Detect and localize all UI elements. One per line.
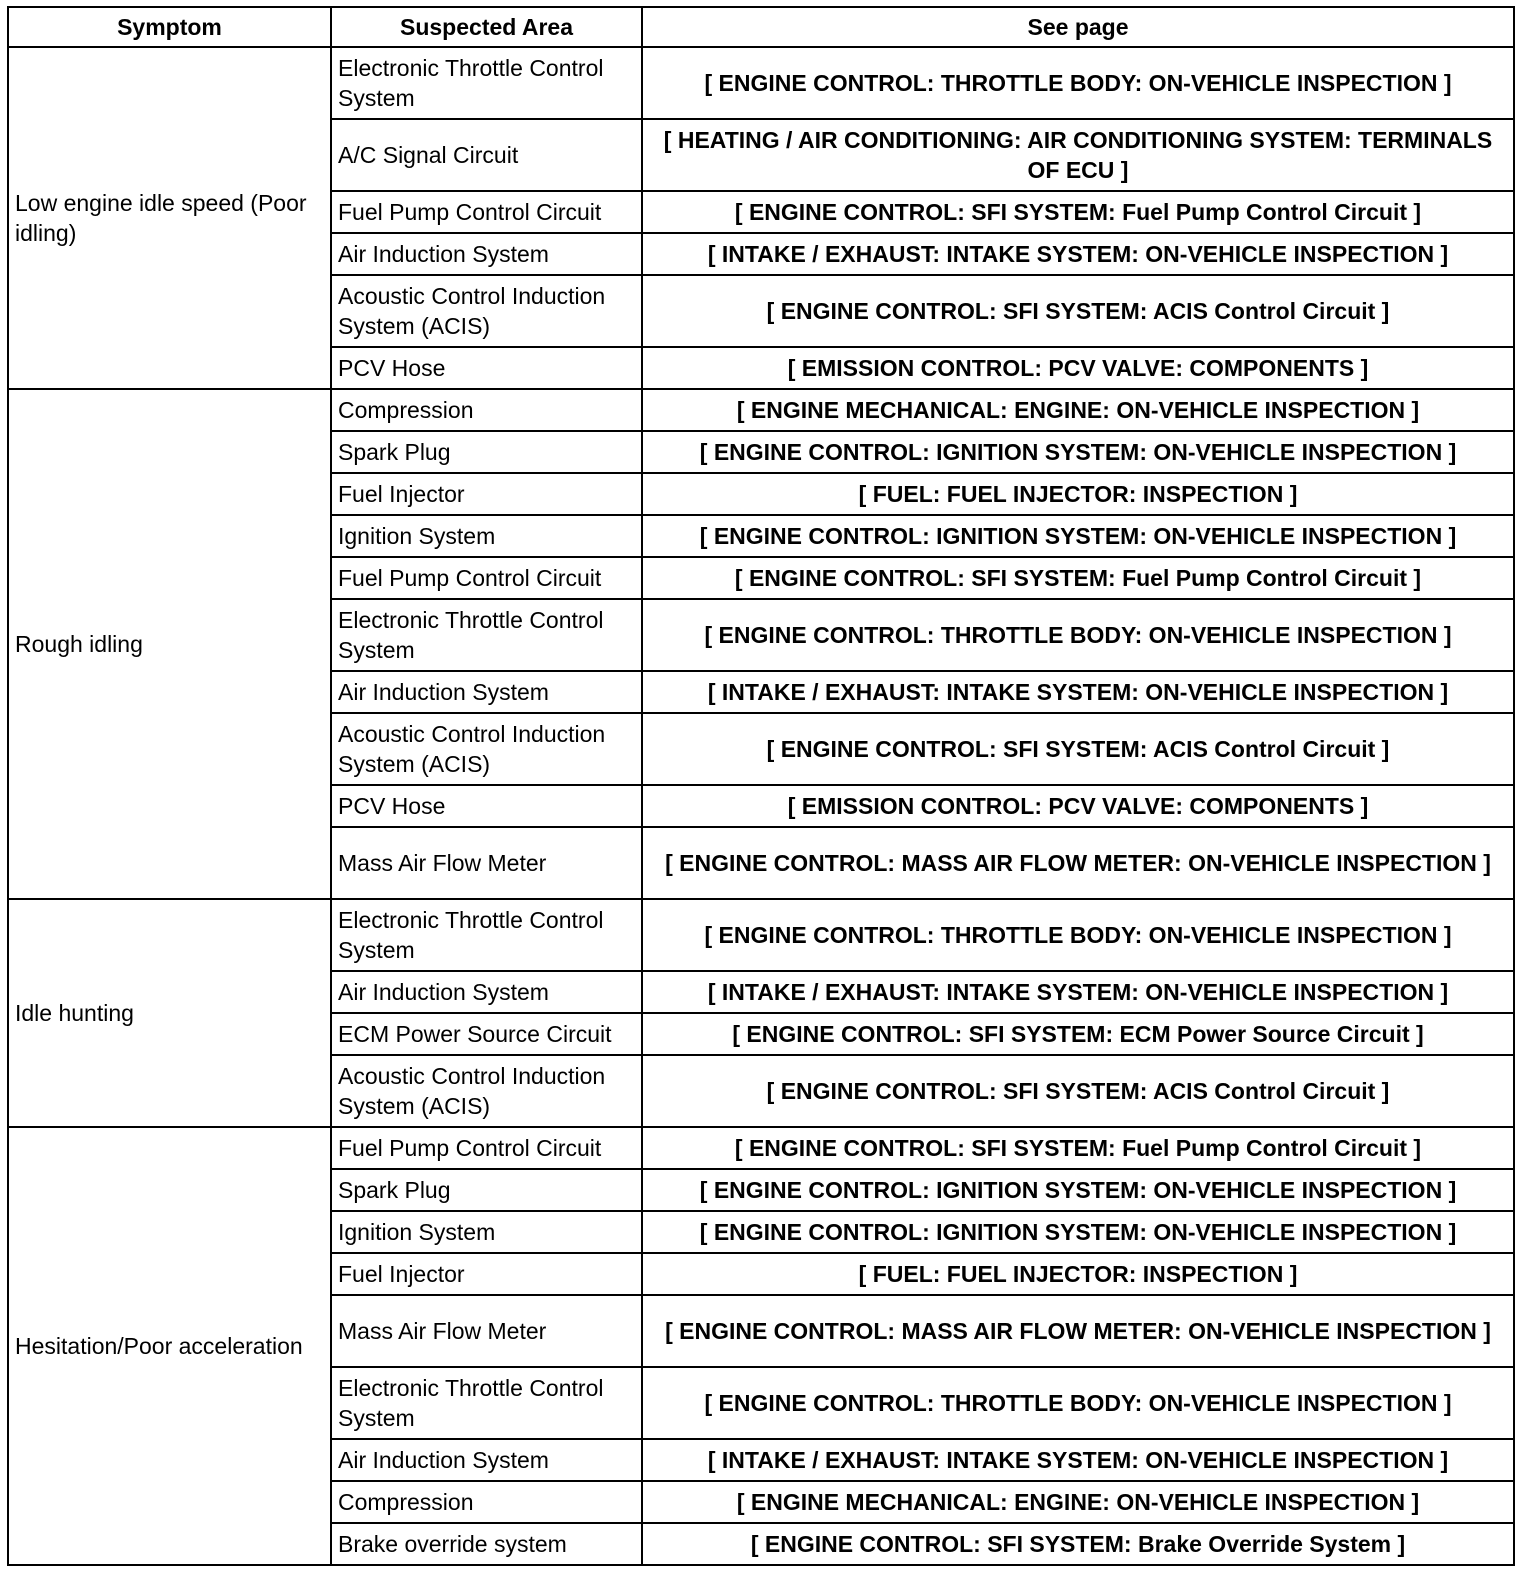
suspected-area-cell: Air Induction System <box>331 671 642 713</box>
see-page-reference[interactable]: [ ENGINE CONTROL: IGNITION SYSTEM: ON-VEHICLE INSPECTION ] <box>642 1169 1514 1211</box>
suspected-area-cell: Electronic Throttle Control System <box>331 1367 642 1439</box>
header-see-page: See page <box>642 7 1514 47</box>
suspected-area-cell: Spark Plug <box>331 431 642 473</box>
suspected-area-cell: Electronic Throttle Control System <box>331 599 642 671</box>
see-page-reference[interactable]: [ INTAKE / EXHAUST: INTAKE SYSTEM: ON-VEHICLE INSPECTION ] <box>642 971 1514 1013</box>
suspected-area-cell: PCV Hose <box>331 785 642 827</box>
see-page-reference[interactable]: [ ENGINE CONTROL: SFI SYSTEM: Brake Override System ] <box>642 1523 1514 1565</box>
suspected-area-cell: Air Induction System <box>331 233 642 275</box>
see-page-reference[interactable]: [ ENGINE CONTROL: THROTTLE BODY: ON-VEHICLE INSPECTION ] <box>642 47 1514 119</box>
see-page-reference[interactable]: [ ENGINE CONTROL: MASS AIR FLOW METER: ON-VEHICLE INSPECTION ] <box>642 1295 1514 1367</box>
suspected-area-cell: Fuel Injector <box>331 473 642 515</box>
suspected-area-cell: Fuel Injector <box>331 1253 642 1295</box>
suspected-area-cell: A/C Signal Circuit <box>331 119 642 191</box>
see-page-reference[interactable]: [ ENGINE CONTROL: THROTTLE BODY: ON-VEHICLE INSPECTION ] <box>642 899 1514 971</box>
suspected-area-cell: PCV Hose <box>331 347 642 389</box>
see-page-reference[interactable]: [ INTAKE / EXHAUST: INTAKE SYSTEM: ON-VEHICLE INSPECTION ] <box>642 671 1514 713</box>
suspected-area-cell: Mass Air Flow Meter <box>331 1295 642 1367</box>
suspected-area-cell: Acoustic Control Induction System (ACIS) <box>331 713 642 785</box>
suspected-area-cell: Fuel Pump Control Circuit <box>331 557 642 599</box>
see-page-reference[interactable]: [ ENGINE CONTROL: THROTTLE BODY: ON-VEHICLE INSPECTION ] <box>642 1367 1514 1439</box>
table-row <box>8 389 1514 431</box>
see-page-reference[interactable]: [ ENGINE CONTROL: SFI SYSTEM: ECM Power Source Circuit ] <box>642 1013 1514 1055</box>
table-row <box>8 47 1514 119</box>
suspected-area-cell: Ignition System <box>331 515 642 557</box>
suspected-area-cell: Brake override system <box>331 1523 642 1565</box>
suspected-area-cell: Electronic Throttle Control System <box>331 899 642 971</box>
see-page-reference[interactable]: [ ENGINE CONTROL: SFI SYSTEM: ACIS Control Circuit ] <box>642 713 1514 785</box>
see-page-reference[interactable]: [ ENGINE CONTROL: IGNITION SYSTEM: ON-VEHICLE INSPECTION ] <box>642 1211 1514 1253</box>
see-page-reference[interactable]: [ ENGINE CONTROL: SFI SYSTEM: Fuel Pump Control Circuit ] <box>642 1127 1514 1169</box>
suspected-area-cell: Ignition System <box>331 1211 642 1253</box>
see-page-reference[interactable]: [ ENGINE CONTROL: SFI SYSTEM: Fuel Pump Control Circuit ] <box>642 557 1514 599</box>
see-page-reference[interactable]: [ ENGINE CONTROL: IGNITION SYSTEM: ON-VEHICLE INSPECTION ] <box>642 431 1514 473</box>
table-row <box>8 899 1514 971</box>
symptom-cell: Idle hunting <box>8 899 331 1127</box>
see-page-reference[interactable]: [ FUEL: FUEL INJECTOR: INSPECTION ] <box>642 473 1514 515</box>
suspected-area-cell: Compression <box>331 1481 642 1523</box>
suspected-area-cell: Acoustic Control Induction System (ACIS) <box>331 1055 642 1127</box>
suspected-area-cell: Air Induction System <box>331 971 642 1013</box>
header-suspected-area: Suspected Area <box>331 7 642 47</box>
see-page-reference[interactable]: [ ENGINE CONTROL: SFI SYSTEM: ACIS Control Circuit ] <box>642 1055 1514 1127</box>
see-page-reference[interactable]: [ ENGINE MECHANICAL: ENGINE: ON-VEHICLE INSPECTION ] <box>642 389 1514 431</box>
see-page-reference[interactable]: [ ENGINE CONTROL: MASS AIR FLOW METER: ON-VEHICLE INSPECTION ] <box>642 827 1514 899</box>
table-body <box>8 47 1514 1565</box>
symptom-cell: Rough idling <box>8 389 331 899</box>
table-header <box>8 7 1514 47</box>
see-page-reference[interactable]: [ EMISSION CONTROL: PCV VALVE: COMPONENTS ] <box>642 785 1514 827</box>
see-page-reference[interactable]: [ INTAKE / EXHAUST: INTAKE SYSTEM: ON-VEHICLE INSPECTION ] <box>642 233 1514 275</box>
see-page-reference[interactable]: [ FUEL: FUEL INJECTOR: INSPECTION ] <box>642 1253 1514 1295</box>
suspected-area-cell: Electronic Throttle Control System <box>331 47 642 119</box>
header-symptom: Symptom <box>8 7 331 47</box>
suspected-area-cell: ECM Power Source Circuit <box>331 1013 642 1055</box>
troubleshooting-table <box>7 6 1515 1566</box>
symptom-cell: Low engine idle speed (Poor idling) <box>8 47 331 389</box>
see-page-reference[interactable]: [ ENGINE CONTROL: SFI SYSTEM: ACIS Control Circuit ] <box>642 275 1514 347</box>
see-page-reference[interactable]: [ EMISSION CONTROL: PCV VALVE: COMPONENTS ] <box>642 347 1514 389</box>
table-row <box>8 1127 1514 1169</box>
suspected-area-cell: Fuel Pump Control Circuit <box>331 191 642 233</box>
symptom-cell: Hesitation/Poor acceleration <box>8 1127 331 1565</box>
see-page-reference[interactable]: [ ENGINE CONTROL: IGNITION SYSTEM: ON-VEHICLE INSPECTION ] <box>642 515 1514 557</box>
see-page-reference[interactable]: [ INTAKE / EXHAUST: INTAKE SYSTEM: ON-VEHICLE INSPECTION ] <box>642 1439 1514 1481</box>
see-page-reference[interactable]: [ ENGINE CONTROL: THROTTLE BODY: ON-VEHICLE INSPECTION ] <box>642 599 1514 671</box>
suspected-area-cell: Air Induction System <box>331 1439 642 1481</box>
suspected-area-cell: Fuel Pump Control Circuit <box>331 1127 642 1169</box>
suspected-area-cell: Spark Plug <box>331 1169 642 1211</box>
suspected-area-cell: Compression <box>331 389 642 431</box>
suspected-area-cell: Mass Air Flow Meter <box>331 827 642 899</box>
see-page-reference[interactable]: [ ENGINE MECHANICAL: ENGINE: ON-VEHICLE INSPECTION ] <box>642 1481 1514 1523</box>
see-page-reference[interactable]: [ ENGINE CONTROL: SFI SYSTEM: Fuel Pump Control Circuit ] <box>642 191 1514 233</box>
suspected-area-cell: Acoustic Control Induction System (ACIS) <box>331 275 642 347</box>
see-page-reference[interactable]: [ HEATING / AIR CONDITIONING: AIR CONDITIONING SYSTEM: TERMINALS OF ECU ] <box>642 119 1514 191</box>
